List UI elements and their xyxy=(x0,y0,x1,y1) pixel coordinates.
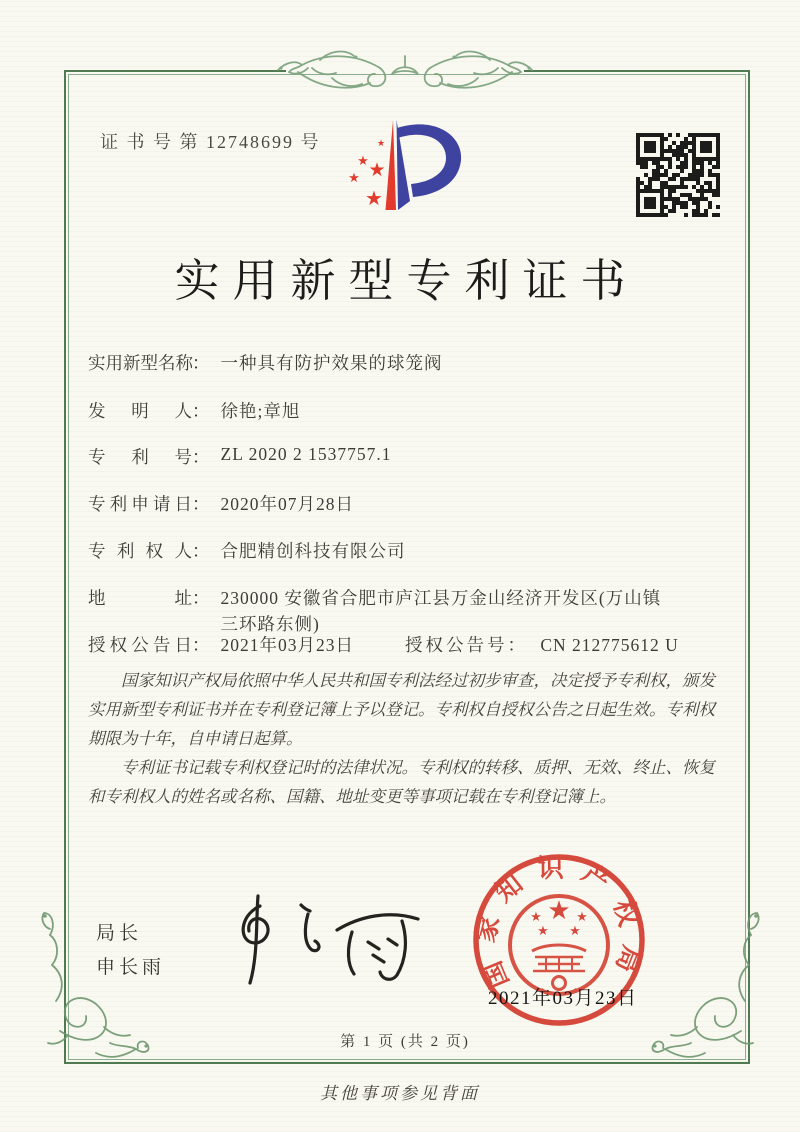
legal-statement xyxy=(88,666,718,811)
back-side-note: 其他事项参见背面 xyxy=(320,1084,480,1103)
field-label: 专 利 号 xyxy=(88,447,192,467)
svg-text:★: ★ xyxy=(357,154,369,169)
commissioner-title: 局长 xyxy=(96,923,143,944)
field-row-filing-date: 专 利 申 请 日 ： 2020年07月28日 xyxy=(88,491,354,516)
field-row-grant-no: 授权公告号： CN 212775612 U xyxy=(405,635,679,655)
certificate-number: 证 书 号 第 12748699 号 xyxy=(100,132,321,152)
svg-text:★: ★ xyxy=(530,910,542,925)
inventor-names: 徐艳;章旭 xyxy=(220,401,301,421)
patentee-name: 合肥精创科技有限公司 xyxy=(220,541,406,561)
svg-text:★: ★ xyxy=(365,186,383,210)
filing-date: 2020年07月28日 xyxy=(220,494,354,514)
svg-text:★: ★ xyxy=(576,910,588,925)
svg-text:★: ★ xyxy=(348,171,360,186)
field-label: 专 利 申 请 日 xyxy=(88,494,192,514)
commissioner-name: 申长雨 xyxy=(96,957,166,978)
grant-date: 2021年03月23日 xyxy=(220,635,354,655)
utility-model-name: 一种具有防护效果的球笼阀 xyxy=(220,353,443,373)
patentee-address: 230000 安徽省合肥市庐江县万金山经济开发区(万山镇三环路东侧) xyxy=(220,588,662,634)
legal-paragraph-2: 专利证书记载专利权登记时的法律状况。专利权的转移、质押、无效、终止、恢复和专利权人的姓名或名称、国籍、地址变更等事项记载在专利登记簿上。 xyxy=(88,758,715,806)
field-row-grant-date: 授 权 公 告 日 ： 2021年03月23日 xyxy=(88,632,354,657)
field-label: 发 明 人 xyxy=(88,401,192,421)
field-label: 授权公告号 xyxy=(405,635,508,655)
seal-date: 2021年03月23日 xyxy=(488,988,638,1009)
svg-text:★: ★ xyxy=(537,924,549,939)
field-row-address: 地 址 ： 230000 安徽省合肥市庐江县万金山经济开发区(万山镇三环路东侧) xyxy=(88,585,669,637)
seal-ring-text: 国家知识产权局 xyxy=(470,853,648,993)
svg-text:★: ★ xyxy=(368,159,386,181)
svg-text:★: ★ xyxy=(547,896,571,926)
top-flourish-ornament-icon xyxy=(272,38,538,104)
field-label: 专 利 权 人 xyxy=(88,541,192,561)
page-number: 第 1 页 (共 2 页) xyxy=(340,1034,470,1050)
certificate-title: 实用新型专利证书 xyxy=(174,256,639,306)
svg-text:★: ★ xyxy=(376,139,386,149)
field-label: 地 址 xyxy=(88,588,192,608)
grant-publication-number: CN 212775612 U xyxy=(540,635,679,655)
commissioner-signature-icon xyxy=(222,890,432,990)
patent-number: ZL 2020 2 1537757.1 xyxy=(220,444,392,464)
svg-text:★: ★ xyxy=(569,924,581,939)
field-label: 实 用 新 型 名 称 xyxy=(88,353,193,373)
cnipa-logo-icon xyxy=(340,116,470,221)
qr-code xyxy=(636,133,720,217)
field-row-inventor: 发 明 人 ： 徐艳;章旭 xyxy=(88,398,300,423)
field-row-name: 实 用 新 型 名 称 ： 一种具有防护效果的球笼阀 xyxy=(88,350,443,375)
legal-paragraph-1: 国家知识产权局依照中华人民共和国专利法经过初步审查，决定授予专利权，颁发实用新型专利证书并在专利登记簿上予以登记。专利权自授权公告之日起生效。专利权期限为十年，自申请日起算。 xyxy=(88,671,715,748)
field-row-patentee: 专 利 权 人 ： 合肥精创科技有限公司 xyxy=(88,538,406,563)
field-row-patent-no: 专 利 号 ： ZL 2020 2 1537757.1 xyxy=(88,444,392,467)
field-label: 授 权 公 告 日 xyxy=(88,635,192,655)
